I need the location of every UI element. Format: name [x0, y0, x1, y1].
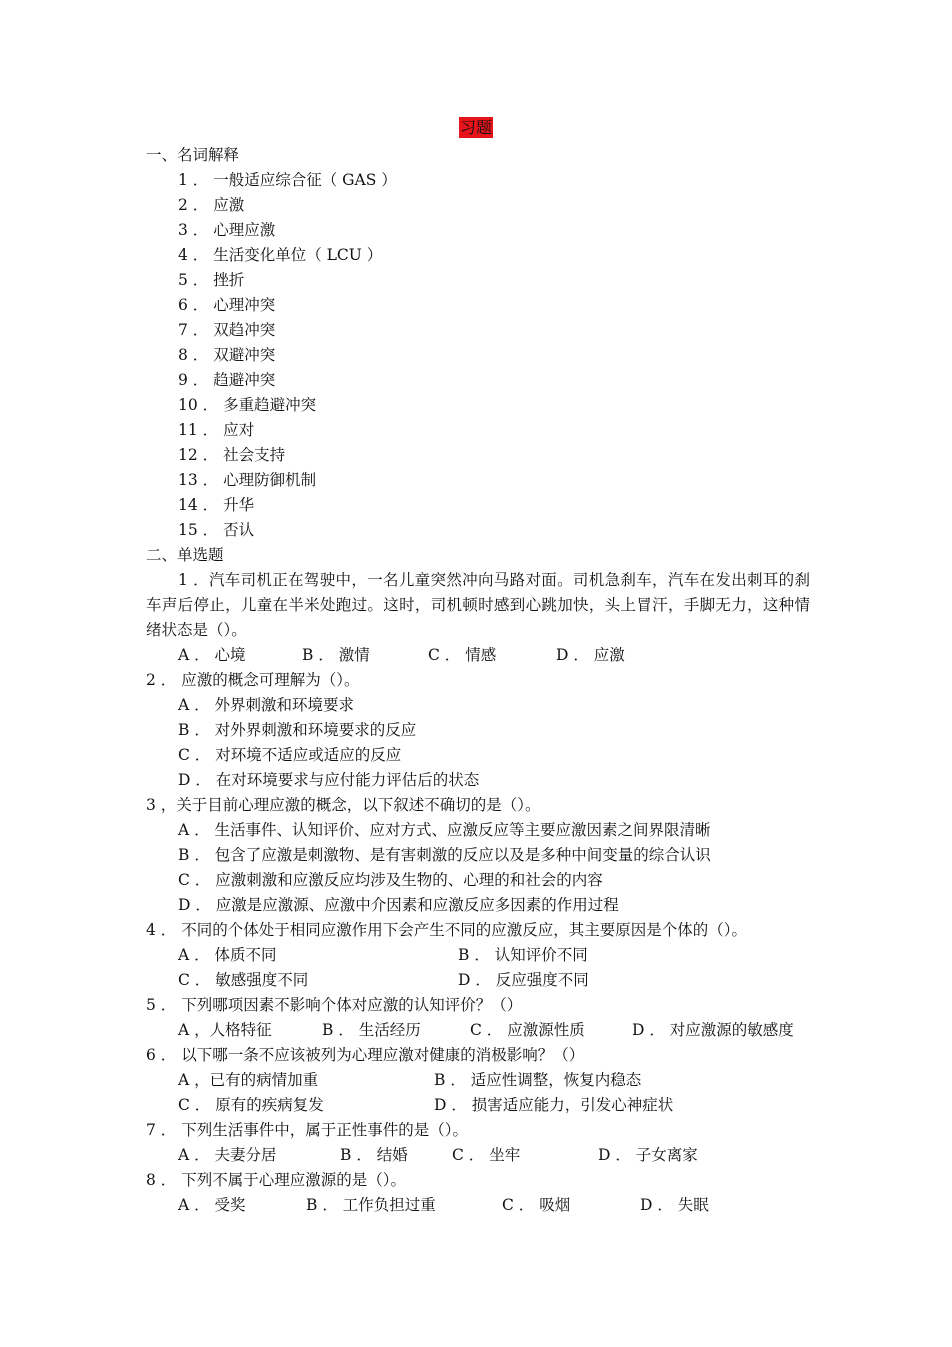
definition-item: 7 ． 双趋冲突 [178, 321, 276, 339]
option-d: D ． 对应激源的敏感度 [632, 1021, 794, 1039]
definition-item: 12 ． 社会支持 [178, 446, 286, 464]
question-1-text: 1 ．汽车司机正在驾驶中，一名儿童突然冲向马路对面。司机急刹车，汽车在发出刺耳的刹车声后停止，儿童在半米处跑过。这时，司机顿时感到心跳加快，头上冒汗，手脚无力，这种情绪状态是（）。 [146, 571, 810, 639]
question-4-options-row-1 [146, 943, 810, 968]
option-c: C ． 情感 [428, 646, 497, 664]
definition-item: 4 ． 生活变化单位（ LCU ） [178, 246, 383, 264]
section-heading-single-choice: 二、单选题 [146, 546, 224, 564]
definition-item: 8 ． 双避冲突 [178, 346, 276, 364]
option-b: B ． 认知评价不同 [458, 946, 588, 964]
question-5-text: 5 ． 下列哪项因素不影响个体对应激的认知评价？（） [146, 996, 523, 1014]
question-3-text: 3 ，关于目前心理应激的概念，以下叙述不确切的是（）。 [146, 796, 541, 814]
option-d: D ． 损害适应能力，引发心神症状 [434, 1096, 674, 1114]
option-c: C ． 对环境不适应或适应的反应 [178, 746, 402, 764]
definition-item: 10 ． 多重趋避冲突 [178, 396, 317, 414]
option-c: C ． 应激源性质 [470, 1021, 585, 1039]
option-a: A ，已有的病情加重 [178, 1071, 319, 1089]
definition-item: 13 ． 心理防御机制 [178, 471, 317, 489]
title-container [0, 117, 952, 138]
question-6-options-row-2 [146, 1093, 810, 1118]
option-d: D ． 子女离家 [598, 1146, 698, 1164]
question-7-options [146, 1143, 810, 1168]
option-d: D ． 应激 [556, 646, 625, 664]
definition-item: 11 ． 应对 [178, 421, 255, 439]
document-body [146, 143, 810, 1218]
option-a: A ． 受奖 [178, 1196, 246, 1214]
definition-item: 2 ． 应激 [178, 196, 245, 214]
option-b: B ． 包含了应激是刺激物、是有害刺激的反应以及是多种中间变量的综合认识 [178, 846, 711, 864]
option-b: B ． 工作负担过重 [306, 1196, 436, 1214]
option-c: C ． 吸烟 [502, 1196, 571, 1214]
question-8-text: 8 ． 下列不属于心理应激源的是（）。 [146, 1171, 406, 1189]
section-heading-definitions: 一、名词解释 [146, 146, 240, 164]
option-d: D ． 在对环境要求与应付能力评估后的状态 [178, 771, 480, 789]
option-c: C ． 敏感强度不同 [178, 971, 309, 989]
option-b: B ． 结婚 [340, 1146, 408, 1164]
definition-item: 9 ． 趋避冲突 [178, 371, 276, 389]
option-a: A ． 体质不同 [178, 946, 277, 964]
question-6-text: 6 ． 以下哪一条不应该被列为心理应激对健康的消极影响？（） [146, 1046, 585, 1064]
option-c: C ． 应激刺激和应激反应均涉及生物的、心理的和社会的内容 [178, 871, 603, 889]
question-6-options-row-1 [146, 1068, 810, 1093]
definition-item: 3 ． 心理应激 [178, 221, 276, 239]
option-d: D ． 应激是应激源、应激中介因素和应激反应多因素的作用过程 [178, 896, 619, 914]
question-4-text: 4 ． 不同的个体处于相同应激作用下会产生不同的应激反应，其主要原因是个体的（）。 [146, 921, 747, 939]
question-2-text: 2 ． 应激的概念可理解为（）。 [146, 671, 360, 689]
question-4-options-row-2 [146, 968, 810, 993]
question-5-options [146, 1018, 810, 1043]
definition-item: 1 ． 一般适应综合征（ GAS ） [178, 171, 397, 189]
definition-item: 6 ． 心理冲突 [178, 296, 276, 314]
option-a: A ． 生活事件、认知评价、应对方式、应激反应等主要应激因素之间界限清晰 [178, 821, 711, 839]
option-c: C ． 坐牢 [452, 1146, 521, 1164]
question-1-options [146, 643, 810, 668]
option-b: B ． 激情 [302, 646, 370, 664]
definition-item: 14 ． 升华 [178, 496, 255, 514]
option-a: A ． 心境 [178, 646, 246, 664]
option-a: A ，人格特征 [178, 1021, 272, 1039]
option-b: B ． 生活经历 [322, 1021, 421, 1039]
page-title: 习题 [459, 118, 492, 137]
definition-item: 5 ． 挫折 [178, 271, 245, 289]
question-8-options [146, 1193, 810, 1218]
option-b: B ． 对外界刺激和环境要求的反应 [178, 721, 417, 739]
option-d: D ． 失眠 [640, 1196, 709, 1214]
option-c: C ． 原有的疾病复发 [178, 1096, 324, 1114]
option-a: A ． 外界刺激和环境要求 [178, 696, 355, 714]
option-b: B ． 适应性调整，恢复内稳态 [434, 1071, 642, 1089]
question-7-text: 7 ． 下列生活事件中，属于正性事件的是（）。 [146, 1121, 468, 1139]
definition-item: 15 ． 否认 [178, 521, 255, 539]
option-d: D ． 反应强度不同 [458, 971, 589, 989]
option-a: A ． 夫妻分居 [178, 1146, 277, 1164]
